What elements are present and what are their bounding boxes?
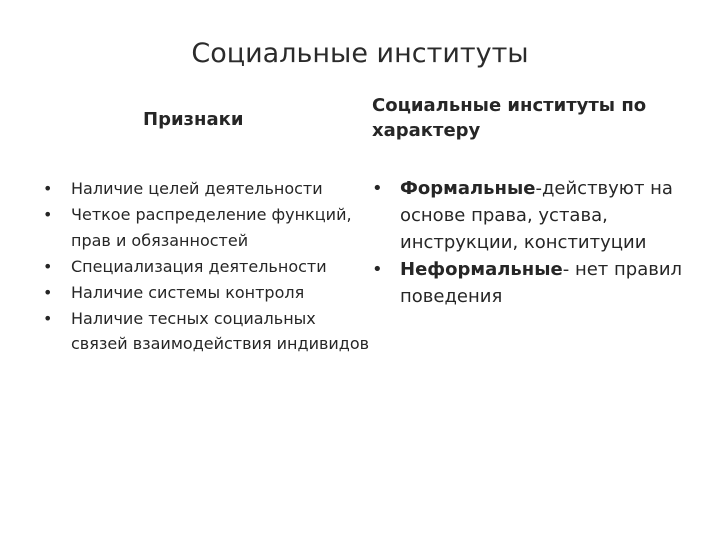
- bullet-icon: •: [43, 308, 53, 328]
- list-item: [43, 202, 371, 253]
- list-item: [43, 176, 371, 202]
- bullet-icon: •: [372, 178, 383, 199]
- list-item-text: Наличие тесных социальных связей взаимодействия индивидов: [71, 308, 370, 353]
- list-item: [372, 175, 710, 256]
- column-heading-by-character: Социальные институты по характеру: [372, 95, 647, 141]
- list-item: [372, 256, 710, 310]
- bullet-icon: •: [43, 179, 53, 198]
- bullet-icon: •: [43, 282, 53, 302]
- column-heading-features: Признаки: [143, 109, 244, 130]
- list-item: [43, 306, 371, 357]
- list-item: [43, 280, 371, 306]
- list-item-text: Наличие системы контроля: [71, 282, 305, 302]
- list-item: [43, 254, 371, 280]
- slide-title: Социальные институты: [191, 38, 529, 69]
- bullet-icon: •: [43, 205, 53, 224]
- list-item-text: -действуют на основе права, устава, инструкции, конституции: [400, 178, 673, 253]
- list-item-text: Наличие целей деятельности: [71, 179, 323, 198]
- list-item-text: - нет правил поведения: [400, 259, 683, 307]
- institution-types-list: [372, 175, 710, 310]
- list-item-term: Формальные: [400, 178, 536, 199]
- list-item-text: Специализация деятельности: [71, 256, 327, 276]
- list-item-term: Неформальные: [400, 259, 563, 280]
- bullet-icon: •: [43, 256, 53, 276]
- features-list: [43, 176, 371, 357]
- bullet-icon: •: [372, 259, 383, 280]
- list-item-text: Четкое распределение функций, прав и обязанностей: [71, 205, 352, 250]
